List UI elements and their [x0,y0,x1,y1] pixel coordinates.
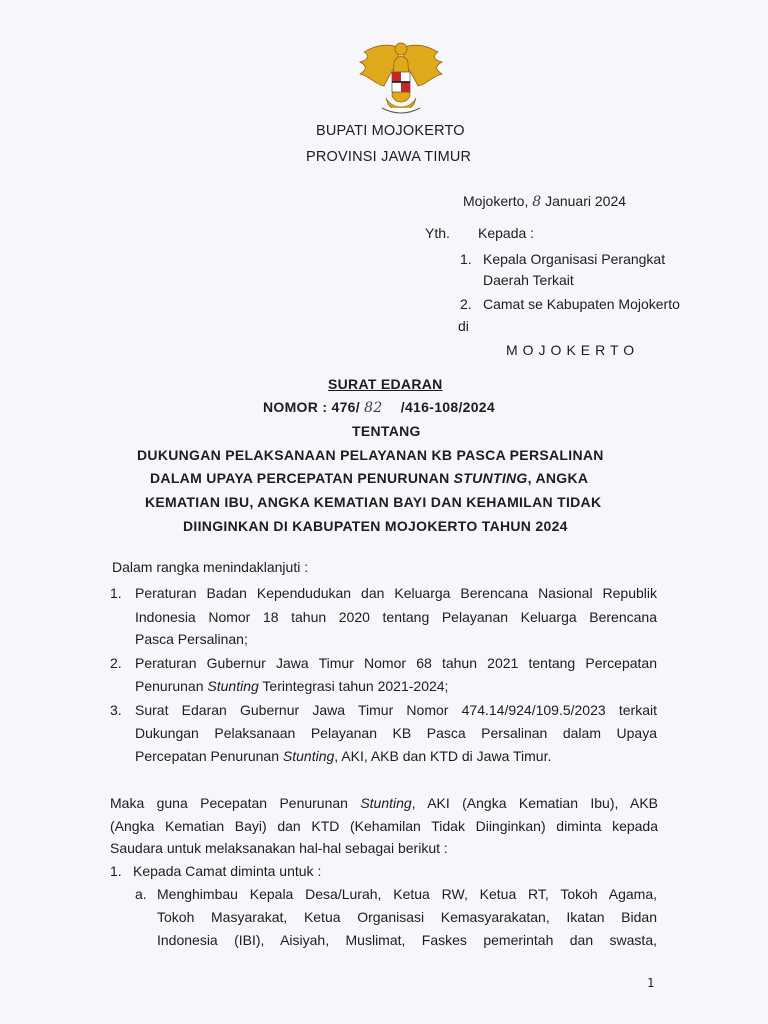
tentang-label: TENTANG [352,423,421,439]
province-title: PROVINSI JAWA TIMUR [306,149,472,165]
sub-item-cont: Indonesia (IBI), Aisiyah, Muslimat, Faskes pemerintah dan swasta, [157,932,657,948]
ref-item: Surat Edaran Gubernur Jawa Timur Nomor 474.14/924/109.5/2023 terkait [135,702,657,718]
ref-num: 2. [110,655,122,671]
letter-number [263,399,495,416]
body-paragraph-cont: (Angka Kematian Bayi) dan KTD (Kehamilan Tidak Diinginkan) diminta kepada [110,818,658,834]
yth-label: Yth. [425,225,450,241]
ref-item-cont: Percepatan Penurunan Stunting, AKI, AKB dan KTD di Jawa Timur. [135,748,552,764]
letter-type: SURAT EDARAN [328,376,443,392]
office-title: BUPATI MOJOKERTO [316,123,465,139]
intro-text: Dalam rangka menindaklanjuti : [112,559,309,575]
date-place: Mojokerto, [463,193,529,209]
body-paragraph: Maka guna Pecepatan Penurunan Stunting, AKI (Angka Kematian Ibu), AKB [110,795,659,811]
ref-item-cont: Pasca Persalinan; [135,631,248,647]
addressee-num: 2. [460,296,472,312]
date-month-year: Januari 2024 [545,193,627,209]
addressee-item-cont: Daerah Terkait [483,272,574,288]
sub-item: Menghimbau Kepala Desa/Lurah, Ketua RW, Ketua RT, Tokoh Agama, [157,886,657,902]
addressee-item: Kepala Organisasi Perangkat [483,251,666,267]
instruction-text: Kepada Camat diminta untuk : [133,863,322,879]
ref-item: Peraturan Badan Kependudukan dan Keluarga Berencana Nasional Republik [135,585,657,601]
addressee-item: Camat se Kabupaten Mojokerto [483,296,680,312]
sub-item-letter: a. [135,886,147,902]
number-suffix: /416-108/2024 [400,399,495,415]
kepada-label: Kepada : [478,225,535,241]
ref-item-cont: Indonesia Nomor 18 tahun 2020 tentang Pelayanan Keluarga Berencana [135,609,657,625]
number-label: NOMOR : 476/ [263,399,360,415]
letter-date [463,193,626,210]
ref-num: 3. [110,702,122,718]
ref-item-cont: Dukungan Pelaksanaan Pelayanan KB Pasca Persalinan dalam Upaya [135,725,657,741]
subject-line: DALAM UPAYA PERCEPATAN PENURUNAN STUNTING, ANGKA [150,470,589,486]
ref-num: 1. [110,585,122,601]
page-number: 1 [647,976,655,990]
date-day-handwritten: 8 [532,194,542,210]
addressee-num: 1. [460,251,472,267]
subject-line: DUKUNGAN PELAKSANAAN PELAYANAN KB PASCA PERSALINAN [137,447,604,463]
instruction-num: 1. [110,863,122,879]
subject-line: KEMATIAN IBU, ANGKA KEMATIAN BAYI DAN KEHAMILAN TIDAK [145,494,602,510]
addressee-city: MOJOKERTO [506,342,640,358]
body-paragraph-cont: Saudara untuk melaksanakan hal-hal sebagai berikut : [110,840,448,856]
di-label: di [458,318,469,334]
sub-item-cont: Tokoh Masyarakat, Ketua Organisasi Kemasyarakatan, Ikatan Bidan [157,909,657,925]
subject-line: DIINGINKAN DI KABUPATEN MOJOKERTO TAHUN 2024 [183,518,568,534]
garuda-emblem-icon [356,38,446,120]
ref-item-cont: Penurunan Stunting Terintegrasi tahun 2021-2024; [135,678,449,694]
ref-item: Peraturan Gubernur Jawa Timur Nomor 68 tahun 2021 tentang Percepatan [135,655,657,671]
number-handwritten: 82 [364,400,383,416]
